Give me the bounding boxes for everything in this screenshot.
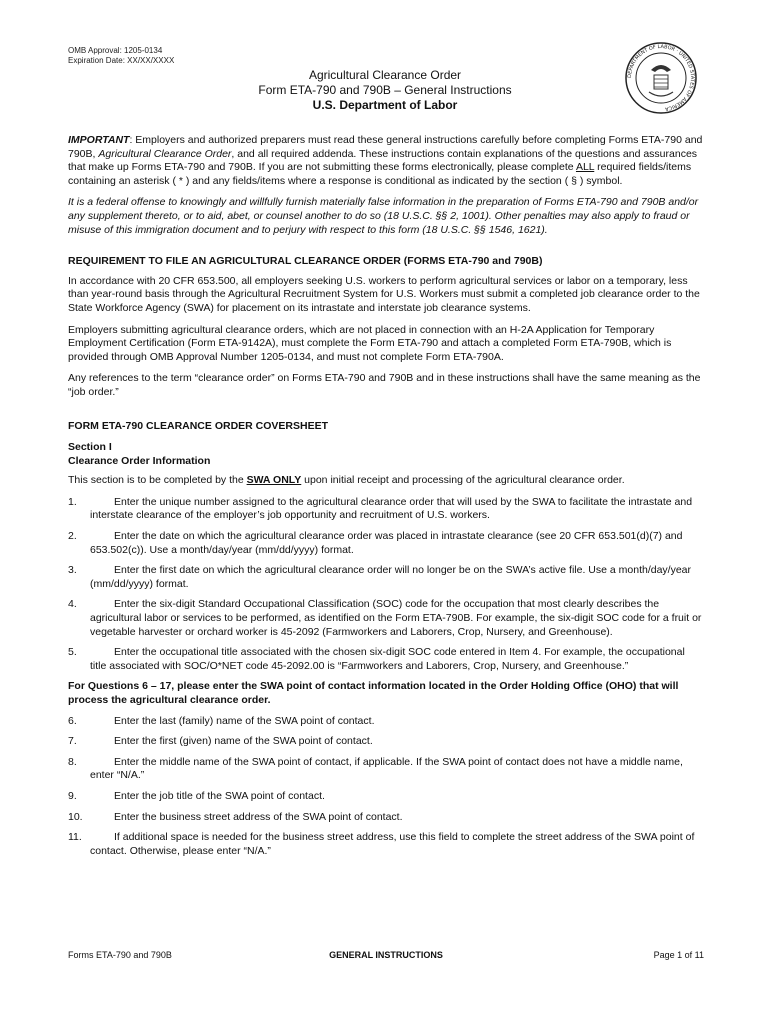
- title-line-1: Agricultural Clearance Order: [308, 68, 462, 82]
- section-intro-b: upon initial receipt and processing of the agricultural clearance order.: [301, 474, 625, 487]
- list-item-number: 8.: [68, 755, 77, 768]
- list-item-number: 9.: [68, 789, 77, 802]
- instruction-list-a: [68, 496, 704, 674]
- list-item-text: Enter the occupational title associated with the chosen six-digit SOC code entered in Item 4. For example, the occupational title associated with SOC/O*NET code 45-2092.00 is “Farmworkers and Laborers, Crop, Nursery, and Greenhouse.”: [90, 646, 685, 672]
- list-item-text: Enter the job title of the SWA point of contact.: [114, 789, 325, 802]
- federal-offense-text: It is a federal offense to knowingly and willfully furnish materially false information in the preparation of Forms ETA-790 and 790B and/or any supplement thereto, or to aid, abet, or counsel another to do so (18 U.S.C. §§ 2, 1001). Other penalties may also apply to fraud or misuse of this immigration document and to perjury with respect to this form (18 U.S.C. §§ 1546, 1621).: [68, 196, 699, 236]
- list-item-text: Enter the business street address of the SWA point of contact.: [114, 810, 403, 823]
- section-intro: [68, 474, 704, 488]
- list-item-number: 4.: [68, 598, 77, 611]
- omb-approval: OMB Approval: 1205-0134: [68, 46, 163, 55]
- important-text-b: , and all required addenda. These instructions contain explanations of the questions and assurances that make up Forms ETA-790 and 790B. If you are not submitting these forms electronically, please complete: [68, 147, 698, 174]
- coversheet-heading: FORM ETA-790 CLEARANCE ORDER COVERSHEET: [68, 419, 328, 432]
- seal-text: DEPARTMENT OF LABOR · UNITED STATES OF AMERICA: [626, 43, 696, 112]
- section-intro-a: This section is to be completed by the: [68, 474, 247, 487]
- list-item: [68, 756, 704, 783]
- list-item: [68, 646, 704, 673]
- list-item-text: Enter the middle name of the SWA point of contact, if applicable. If the SWA point of contact does not have a middle name, enter “N/A.”: [90, 755, 683, 782]
- dol-seal-icon: [625, 42, 697, 114]
- title-line-3: U.S. Department of Labor: [312, 98, 458, 112]
- important-paragraph: [68, 134, 704, 188]
- section-label: Section I: [68, 441, 112, 454]
- list-item-number: 10.: [68, 810, 83, 823]
- list-item-number: 7.: [68, 735, 77, 748]
- list-item: [68, 598, 704, 639]
- federal-offense-paragraph: [68, 196, 704, 237]
- list-item-number: 2.: [68, 530, 77, 543]
- list-item-number: 1.: [68, 495, 77, 508]
- list-item-number: 6.: [68, 714, 77, 727]
- list-item-text: Enter the first (given) name of the SWA point of contact.: [114, 735, 373, 748]
- questions-note: For Questions 6 – 17, please enter the SWA point of contact information located in the Order Holding Office (OHO) that will process the agricultural clearance order.: [68, 680, 679, 706]
- requirement-paragraph-2: Employers submitting agricultural clearance orders, which are not placed in connection with an H-2A Application for Temporary Employment Certification (Form ETA-9142A), must complete the Form ETA-790 and attach a completed Form ETA-790B, which is provided through OMB Approval Number 1205-0134, and must not complete Form ETA-790A.: [68, 323, 672, 363]
- list-item-text: If additional space is needed for the business street address, use this field to complete the street address of the SWA point of contact. Otherwise, please enter “N/A.”: [90, 831, 695, 857]
- expiration-date: Expiration Date: XX/XX/XXXX: [68, 56, 175, 65]
- important-text-c: required fields/items containing an asterisk ( * ) and any fields/items where a response is conditional as indicated by the section ( § ) symbol.: [68, 161, 692, 187]
- list-item-number: 3.: [68, 564, 77, 577]
- important-label: IMPORTANT: [68, 134, 130, 146]
- section-title: Clearance Order Information: [68, 454, 211, 467]
- list-item: [68, 811, 704, 825]
- list-item-text: Enter the date on which the agricultural clearance order was placed in intrastate clearance (see 20 CFR 653.501(d)(7) and 653.502(c)). Use a month/day/year (mm/dd/yyyy) format.: [90, 530, 683, 556]
- list-item: [68, 831, 704, 858]
- list-item: [68, 564, 704, 591]
- important-text-a: : Employers and authorized preparers must read these general instructions carefully before completing Forms ETA-790 and 790B,: [68, 134, 703, 160]
- list-item-text: Enter the first date on which the agricultural clearance order will no longer be on the SWA’s active file. Use a month/day/year (mm/dd/yyyy) format.: [90, 564, 692, 590]
- list-item-number: 5.: [68, 646, 77, 659]
- list-item: [68, 790, 704, 804]
- swa-only: SWA ONLY: [246, 474, 302, 487]
- footer-page-number: Page 1 of 11: [653, 950, 704, 960]
- form-name-italic: Agricultural Clearance Order: [98, 147, 232, 160]
- footer-title: GENERAL INSTRUCTIONS: [329, 950, 443, 960]
- all-underlined: ALL: [575, 161, 595, 174]
- requirement-paragraph-3: Any references to the term “clearance order” on Forms ETA-790 and 790B and in these instructions shall have the same meaning as the “job order.”: [68, 372, 701, 398]
- requirement-heading: REQUIREMENT TO FILE AN AGRICULTURAL CLEARANCE ORDER (FORMS ETA-790 and 790B): [68, 255, 543, 268]
- list-item: [68, 496, 704, 523]
- list-item-text: Enter the last (family) name of the SWA point of contact.: [114, 714, 375, 727]
- list-item: [68, 735, 704, 749]
- list-item: [68, 715, 704, 729]
- instruction-list-b: [68, 715, 704, 859]
- omb-info: [68, 46, 174, 66]
- instructions-body: [68, 134, 704, 865]
- list-item-text: Enter the unique number assigned to the agricultural clearance order that will used by the SWA to facilitate the intrastate and interstate clearance of the employer’s job opportunity and recruitment of U.S. workers.: [90, 495, 693, 522]
- requirement-paragraph-1: In accordance with 20 CFR 653.500, all employers seeking U.S. workers to perform agricultural services or labor on a temporary, less than year-round basis through the Agricultural Recruitment System for U.S. Workers must submit a completed job clearance order to the State Workforce Agency (SWA) for placement on its intrastate and interstate job clearance systems.: [68, 274, 700, 314]
- list-item-text: Enter the six-digit Standard Occupational Classification (SOC) code for the occupation that most clearly describes the agricultural labor or services to be performed, as identified on the Form ETA-790B. For example, the six-digit SOC code for a fruit or vegetable harvester or orchard worker is 45-2092 (Farmworkers and Laborers, Crop, Nursery, and Greenhouse).: [90, 598, 702, 638]
- footer-form-name: Forms ETA-790 and 790B: [68, 950, 172, 960]
- list-item-number: 11.: [68, 831, 82, 844]
- title-line-2: Form ETA-790 and 790B – General Instructions: [258, 83, 512, 97]
- list-item: [68, 530, 704, 557]
